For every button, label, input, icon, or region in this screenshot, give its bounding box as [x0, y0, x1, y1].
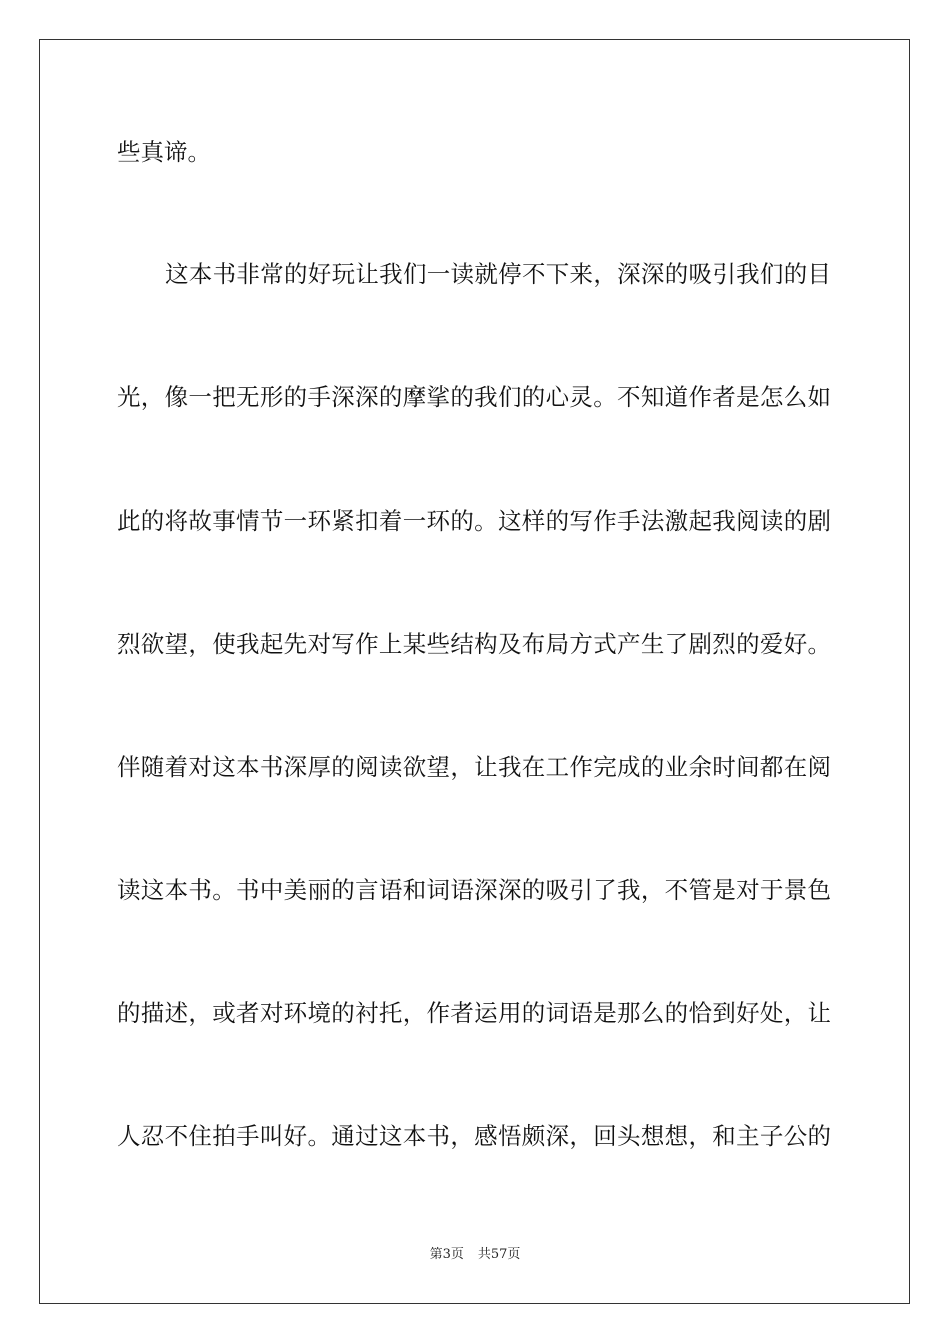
paragraph-line: 此的将故事情节一环紧扣着一环的。这样的写作手法激起我阅读的剧 [117, 507, 831, 535]
paragraph-line: 的描述，或者对环境的衬托，作者运用的词语是那么的恰到好处，让 [117, 999, 831, 1027]
paragraph-line: 伴随着对这本书深厚的阅读欲望，让我在工作完成的业余时间都在阅 [117, 753, 831, 781]
page-total: 共57页 [477, 1247, 521, 1262]
page-border [39, 39, 910, 1304]
page-footer [0, 1246, 950, 1264]
paragraph-line: 读这本书。书中美丽的言语和词语深深的吸引了我，不管是对于景色 [117, 876, 831, 904]
paragraph-line: 光，像一把无形的手深深的摩挲的我们的心灵。不知道作者是怎么如 [117, 383, 831, 411]
paragraph-line: 这本书非常的好玩让我们一读就停不下来，深深的吸引我们的目 [165, 260, 831, 288]
paragraph-line: 烈欲望，使我起先对写作上某些结构及布局方式产生了剧烈的爱好。 [117, 630, 831, 658]
paragraph-line: 人忍不住拍手叫好。通过这本书，感悟颇深，回头想想，和主子公的 [117, 1122, 831, 1150]
page-number: 第3页 [429, 1247, 464, 1262]
paragraph-line: 些真谛。 [117, 138, 211, 166]
